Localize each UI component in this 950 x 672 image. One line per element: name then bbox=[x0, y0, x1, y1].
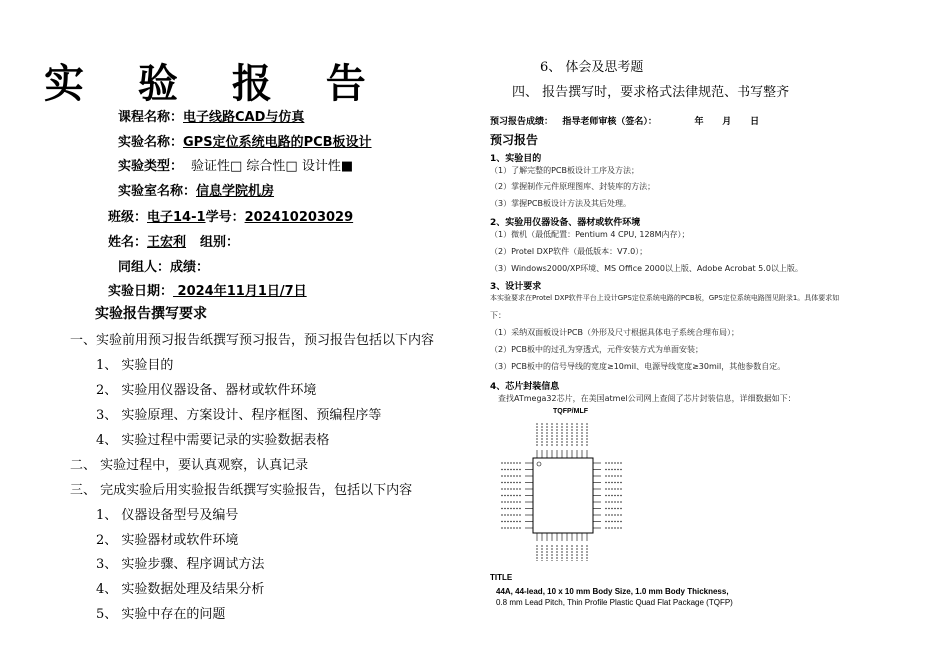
section-item: （1）采纳双面板设计PCB（外形及尺寸根据具体电子系统合理布局）； bbox=[490, 328, 739, 337]
title-caption: TITLE bbox=[490, 573, 513, 582]
req-line: 3、 实验原理、方案设计、程序框图、预编程序等 bbox=[96, 408, 382, 423]
lab-field bbox=[118, 180, 274, 199]
req-line: 4、 实验数据处理及结果分析 bbox=[96, 582, 265, 597]
section-heading: 4、芯片封装信息 bbox=[490, 382, 560, 392]
section-text: 下： bbox=[490, 311, 506, 320]
date-field bbox=[108, 280, 307, 299]
req-line: 5、 实验中存在的问题 bbox=[96, 607, 226, 622]
prep-score-line: 预习报告成绩： 指导老师审核（签名）： 年 月 日 bbox=[490, 117, 760, 127]
req-line: 二、 实验过程中，要认真观察，认真记录 bbox=[70, 458, 309, 473]
type-field bbox=[118, 155, 353, 174]
student-id-value: 202410203029 bbox=[244, 210, 354, 225]
experiment-field bbox=[118, 131, 372, 150]
chip-pinout-diagram bbox=[495, 413, 625, 563]
req-line: 4、 实验过程中需要记录的实验数据表格 bbox=[96, 433, 330, 448]
course-label: 课程名称： bbox=[118, 110, 184, 125]
section-item: （1）了解完整的PCB板设计工序及方法； bbox=[490, 166, 639, 175]
date-value: 2024年11月1日/7日 bbox=[173, 284, 307, 299]
req-line: 2、 实验用仪器设备、器材或软件环境 bbox=[96, 383, 317, 398]
lab-label: 实验室名称： bbox=[118, 184, 197, 199]
course-field bbox=[118, 106, 304, 125]
type-value: 验证性□ 综合性□ 设计性■ bbox=[191, 159, 354, 174]
type-label: 实验类型： bbox=[118, 159, 184, 174]
req-line: 四、 报告撰写时，要求格式法律规范、书写整齐 bbox=[512, 85, 790, 100]
section-item: （3）PCB板中的信号导线的宽度≥10mil、电源导线宽度≥30mil，其他参数自定。 bbox=[490, 362, 786, 371]
section-item: （2）PCB板中的过孔为穿透式，元件安装方式为单面安装； bbox=[490, 345, 703, 354]
section-heading: 1、实验目的 bbox=[490, 154, 542, 164]
class-label: 班级： bbox=[108, 210, 148, 225]
chip-package-label: TQFP/MLF bbox=[553, 408, 588, 415]
class-value: 电子14-1 bbox=[147, 210, 206, 225]
section-item: （3）Windows2000/XP环境、MS Office 2000以上版、Adobe Acrobat 5.0以上版。 bbox=[490, 264, 803, 273]
title-line: 44A, 44-lead, 10 x 10 mm Body Size, 1.0 mm Body Thickness, bbox=[496, 587, 729, 596]
req-line: 3、 实验步骤、程序调试方法 bbox=[96, 557, 265, 572]
prep-report-title: 预习报告 bbox=[490, 133, 539, 147]
req-line: 1、 实验目的 bbox=[96, 358, 174, 373]
class-field bbox=[108, 206, 353, 225]
req-line: 2、 实验器材或软件环境 bbox=[96, 533, 239, 548]
experiment-value: GPS定位系统电路的PCB板设计 bbox=[183, 135, 372, 150]
date-label: 实验日期： bbox=[108, 284, 174, 299]
student-id-label: 学号： bbox=[205, 210, 245, 225]
section-text: 查找ATmega32芯片，在美国atmel公司网上查阅了芯片封装信息，详细数据如下： bbox=[498, 394, 796, 403]
req-line: 三、 完成实验后用实验报告纸撰写实验报告，包括以下内容 bbox=[70, 483, 413, 498]
req-line: 1、 仪器设备型号及编号 bbox=[96, 508, 239, 523]
section-heading: 2、实验用仪器设备、器材或软件环境 bbox=[490, 218, 641, 228]
partner-field bbox=[118, 256, 209, 275]
section-item: （2）掌握制作元件原理图库、封装库的方法； bbox=[490, 182, 656, 191]
name-value: 王宏利 bbox=[147, 235, 187, 250]
score-label: 成绩： bbox=[170, 260, 210, 275]
section-item: （3）掌握PCB板设计方法及其后处理。 bbox=[490, 199, 631, 208]
partner-label: 同组人： bbox=[118, 260, 171, 275]
experiment-label: 实验名称： bbox=[118, 135, 184, 150]
group-label: 组别： bbox=[200, 235, 240, 250]
chip-body bbox=[533, 458, 593, 533]
name-field bbox=[108, 231, 239, 250]
lab-value: 信息学院机房 bbox=[196, 184, 275, 199]
section-text: 本实验要求在Protel DXP软件平台上设计GPS定位系统电路的PCB板，GPS定位系统电路图见附录1。具体要求如 bbox=[490, 294, 840, 302]
requirements-heading: 实验报告撰写要求 bbox=[95, 306, 207, 322]
section-heading: 3、设计要求 bbox=[490, 282, 542, 292]
title-line: 0.8 mm Lead Pitch, Thin Profile Plastic Quad Flat Package (TQFP) bbox=[496, 598, 733, 607]
req-line: 一、实验前用预习报告纸撰写预习报告，预习报告包括以下内容 bbox=[70, 333, 435, 348]
req-line: 6、 体会及思考题 bbox=[540, 60, 644, 75]
name-label: 姓名： bbox=[108, 235, 148, 250]
section-item: （2）Protel DXP软件（最低版本：V7.0）； bbox=[490, 247, 648, 256]
report-title: 实 验 报 告 bbox=[44, 61, 386, 107]
section-item: （1）微机（最低配置：Pentium 4 CPU, 128M内存）； bbox=[490, 230, 690, 239]
course-value: 电子线路CAD与仿真 bbox=[183, 110, 305, 125]
